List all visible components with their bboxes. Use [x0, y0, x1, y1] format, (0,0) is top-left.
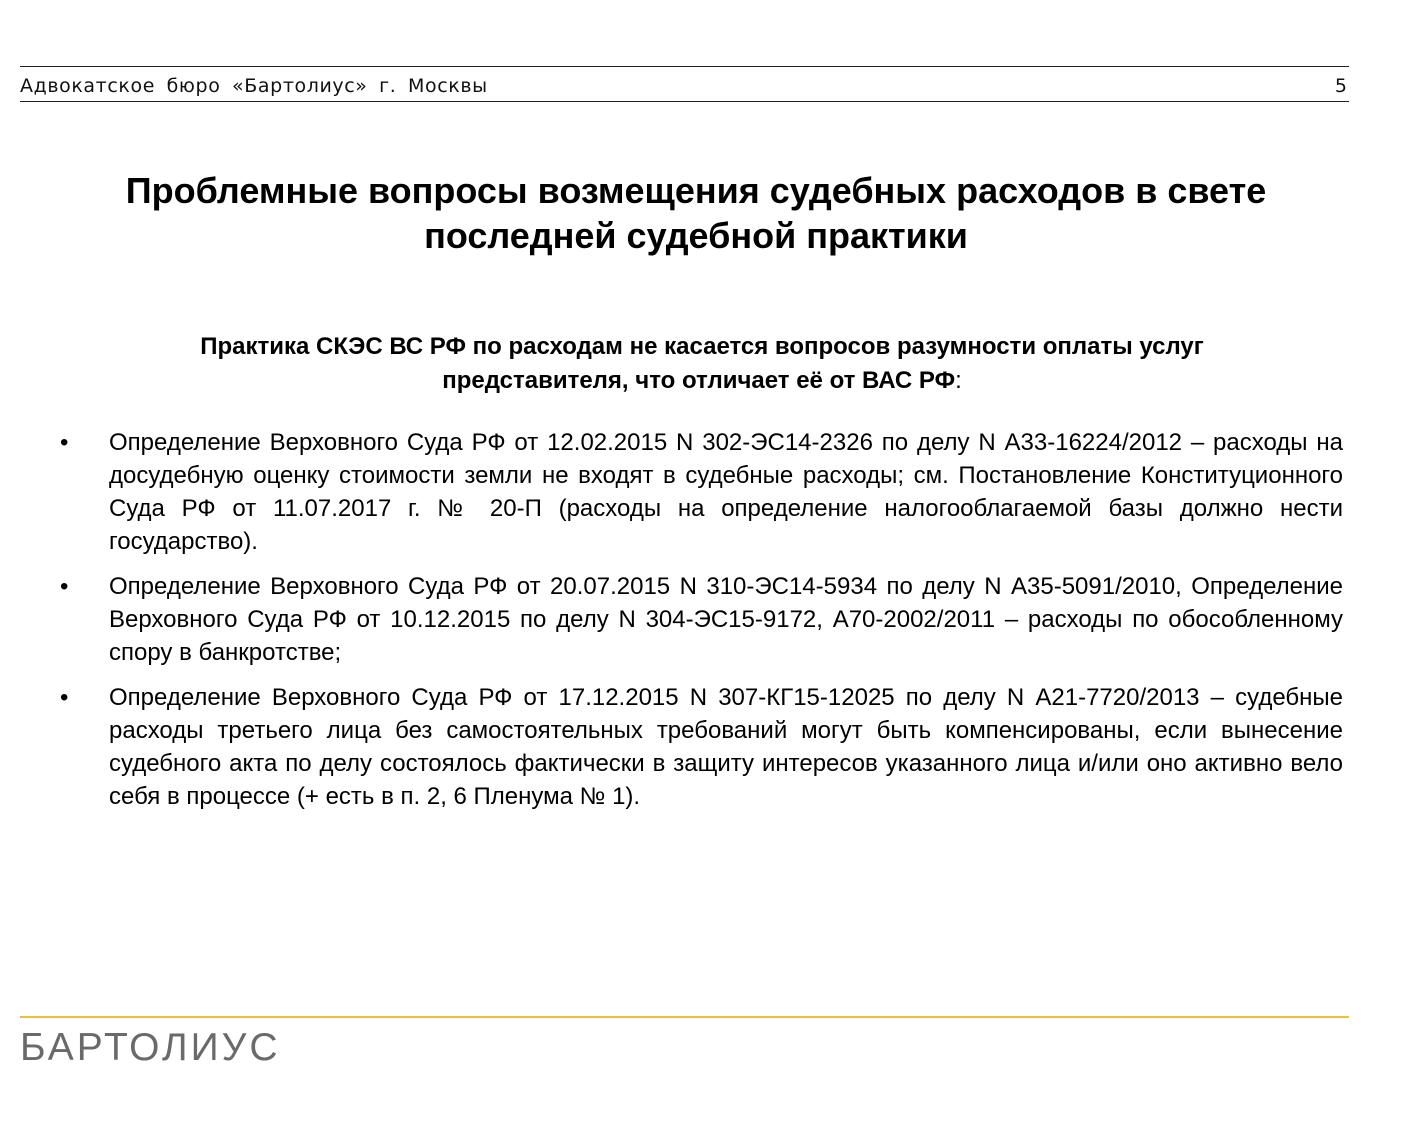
section-subtitle-line-2	[100, 364, 1304, 398]
case-item	[60, 570, 1343, 669]
page-header	[20, 66, 1349, 102]
case-text: Определение Верховного Суда РФ от 20.07.2015 N 310-ЭС14-5934 по делу N А35-5091/2010, Определение Верховного Суда РФ от 10.12.2015 по делу N 304-ЭС15-9172, А70-2002/2011 – расходы по обособленному спору в банкротстве;	[109, 573, 1343, 666]
case-item	[60, 426, 1343, 558]
bullet-icon: •	[60, 684, 69, 711]
case-text: Определение Верховного Суда РФ от 17.12.2015 N 307-КГ15-12025 по делу N А21-7720/2013 – судебные расходы третьего лица без самостоятельных требований могут быть компенсированы, если вынесение судебного акта по делу состоялось фактически в защиту интересов указанного лица и/или оно активно вело себя в процессе (+ есть в п. 2, 6 Пленума № 1).	[109, 684, 1343, 810]
page-number: 5	[1334, 75, 1347, 97]
page-title	[60, 168, 1332, 258]
section-subtitle-colon: :	[955, 367, 962, 394]
footer-logo: БАРТОЛИУС	[20, 1026, 281, 1069]
case-text: Определение Верховного Суда РФ от 12.02.2015 N 302-ЭС14-2326 по делу N А33-16224/2012 – расходы на досудебную оценку стоимости земли не входят в судебные расходы; см. Постановление Конституционного Суда РФ от 11.07.2017 г. № 20-П (расходы на определение налогооблагаемой базы должно нести государство).	[109, 429, 1343, 555]
footer-divider	[20, 1016, 1349, 1018]
firm-name: Адвокатское бюро «Бартолиус» г. Москвы	[20, 75, 488, 97]
section-subtitle-line-2-text: представителя, что отличает её от ВАС РФ	[442, 367, 956, 394]
page-title-line-2: последней судебной практики	[424, 215, 968, 256]
bullet-icon: •	[60, 429, 69, 456]
section-subtitle-line-1: Практика СКЭС ВС РФ по расходам не касается вопросов разумности оплаты услуг	[200, 333, 1204, 360]
page-title-line-1: Проблемные вопросы возмещения судебных расходов в свете	[125, 170, 1267, 211]
case-item	[60, 681, 1343, 813]
case-list	[60, 426, 1343, 825]
bullet-icon: •	[60, 573, 69, 600]
section-subtitle	[100, 330, 1304, 398]
